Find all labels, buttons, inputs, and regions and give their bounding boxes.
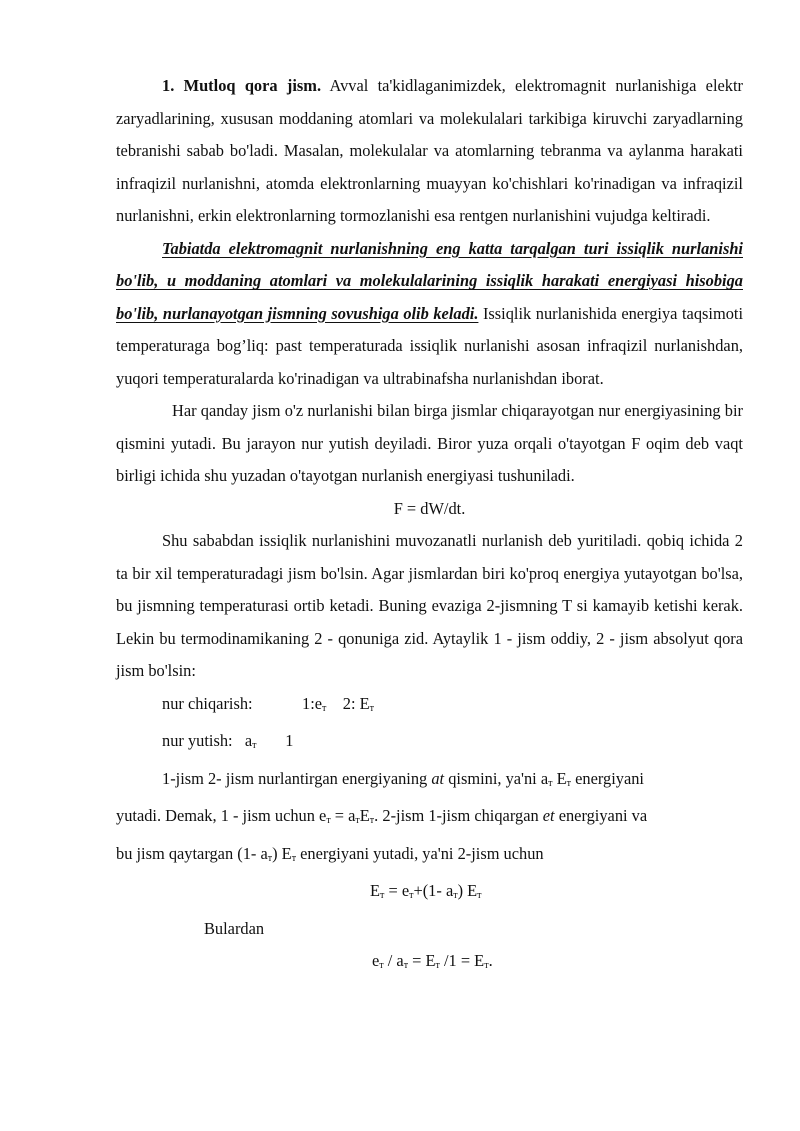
- absorption-body1: $a_т$: [244, 731, 257, 751]
- absorption-label: nur yutish:: [162, 731, 233, 750]
- emission-body2: 2: $E_т$: [342, 693, 375, 714]
- paragraph-5-line-2: yutadi. Demak, 1 - jism uchun $e_т = a_тE_т$. 2-jism 1-jism chiqargan et energiyani va: [116, 806, 648, 826]
- formula-balance: $E_т = e_т+(1-$ $a_т$) $E_т$: [370, 881, 482, 901]
- bulardan-text: Bulardan: [204, 918, 265, 938]
- formula-flux: F = dW/dt.: [393, 498, 466, 518]
- paragraph-1-text: Avval ta'kidlaganimizdek, elektromagnit nurlanishiga elektr zaryadlarining, xususan moddaning atomlari va molekulalari tarkibiga kiruvchi zaryadlarning tebranishi sabab bo'ladi. Masalan, molekulalar va atomlarning tebranma va aylanma harakati infraqizil nurlanishni, atomda elektronlarning muayyan ko'chishlari ko'rinadigan va infraqizil nurlanishni, erkin elektronlarning tormozlanishi esa rentgen nurlanishini vujudga keltiradi.: [116, 76, 743, 225]
- paragraph-1: [116, 70, 743, 233]
- emission-row: [116, 688, 743, 726]
- section-heading: 1. Mutloq qora jism.: [162, 76, 322, 95]
- emphasized-statement: Tabiatda elektromagnit nurlanishning eng katta tarqalgan turi issiqlik nurlanishi bo'lib, u moddaning atomlari va molekulalarining issiqlik harakati energiyasi hisobiga bo'lib, nurlanayotgan jismning sovushiga olib keladi.: [116, 238, 743, 323]
- paragraph-4: Shu sababdan issiqlik nurlanishini muvozanatli nurlanish deb yuritiladi. qobiq ichida 2 ta bir xil temperaturadagi jism bo'lsin. Agar jismlardan biri ko'proq energiya yutayotgan bo'lsa, bu jismning temperaturasi ortib ketadi. Buning evaziga 2-jismning T si kamayib ketishi kerak. Lekin bu termodinamikaning 2 - qonuniga zid. Aytaylik 1 - jism oddiy, 2 - jism absolyut qora jism bo'lsin:: [116, 531, 743, 680]
- paragraph-5-line-3: bu jism qaytargan (1- $a_т$) $E_т$ energiyani yutadi, ya'ni 2-jism uchun: [116, 843, 544, 864]
- document-page: [116, 70, 743, 983]
- absorption-row: [116, 725, 743, 763]
- absorption-body2: 1: [285, 731, 294, 750]
- emission-body1: $1:e_т$: [302, 693, 327, 714]
- paragraph-5-line-1: 1-jism 2- jism nurlantirgan energiyaning at qismini, ya'ni $a_т$ $E_т$ energiyani: [162, 768, 644, 789]
- paragraph-3: Har qanday jism o'z nurlanishi bilan birga jismlar chiqarayotgan nur energiyasining bir qismini yutadi. Bu jarayon nur yutish deyiladi. Biror yuza orqali o'tayotgan F oqim deb vaqt birligi ichida shu yuzadan o'tayotgan nurlanish energiyasi tushuniladi.: [116, 401, 743, 485]
- formula-kirchhoff: $e_т / a_т = E_т$ $/1 = E_т$.: [372, 951, 493, 971]
- paragraph-2: [116, 233, 743, 396]
- emission-label: nur chiqarish:: [162, 693, 253, 713]
- paragraph-2-text: Issiqlik nurlanishida energiya taqsimoti temperaturaga bog’liq: past temperaturada issiqlik nurlanishi asosan infraqizil nurlanishdan, yuqori temperaturalarda ko'rinadigan va ultrabinafsha nurlanishdan iborat.: [116, 303, 743, 388]
